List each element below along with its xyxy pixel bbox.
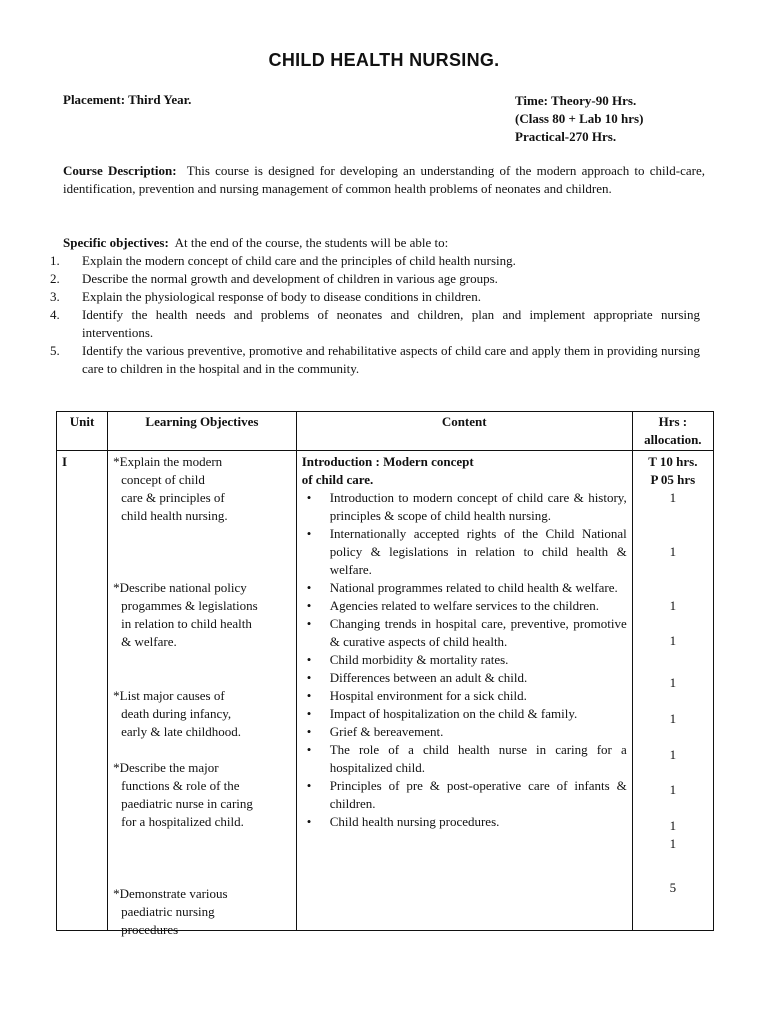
time-line: Practical-270 Hrs. (515, 129, 617, 144)
objective-text: Identify the various preventive, promotive and rehabilitative aspects of child care and apply them in providing nursing care to children in the hospital and in the community. (82, 343, 700, 376)
bullet-icon: • (306, 616, 312, 631)
course-description-label: Course Description: (63, 163, 177, 178)
objective-number: 3. (50, 289, 60, 304)
objective-text: Identify the health needs and problems of neonates and children, plan and implement appropriate nursing interventions. (82, 307, 700, 340)
table-row (57, 451, 714, 931)
objective-item (50, 306, 700, 342)
bullet-icon: • (306, 670, 312, 685)
hrs-value: 1 (669, 782, 677, 797)
header-hrs (632, 412, 713, 451)
content-item-text: The role of a child health nurse in caring for a hospitalized child. (329, 742, 627, 775)
hrs-value: 1 (669, 675, 677, 690)
content-item-text: Changing trends in hospital care, preventive, promotive & curative aspects of child health. (329, 616, 627, 649)
content-item-text: Child morbidity & mortality rates. (329, 652, 509, 667)
content-item (302, 777, 627, 813)
content-item-text: Introduction to modern concept of child care & history, principles & scope of child health nursing. (329, 490, 627, 523)
learning-objective-line: paediatric nursing (121, 904, 215, 919)
hrs-heading: P 05 hrs (650, 472, 696, 487)
objective-item (50, 342, 700, 378)
content-item (302, 723, 627, 741)
hrs-value: 1 (669, 490, 677, 505)
hrs-value: 1 (669, 818, 677, 833)
learning-objective (113, 687, 241, 741)
bullet-icon: • (306, 778, 312, 793)
content-item-text: Hospital environment for a sick child. (329, 688, 527, 703)
hrs-value: 1 (669, 598, 677, 613)
content-item (302, 525, 627, 579)
specific-objectives-label: Specific objectives: (63, 235, 169, 250)
learning-objective-line: *List major causes of (113, 688, 225, 703)
objective-number: 2. (50, 271, 60, 286)
bullet-icon: • (306, 526, 312, 541)
objective-item (50, 270, 700, 288)
learning-objective-line: *Explain the modern (113, 454, 223, 469)
hrs-value: 1 (669, 633, 677, 648)
header-learning-objectives: Learning Objectives (108, 412, 297, 451)
learning-objective-line: progammes & legislations (121, 598, 258, 613)
hrs-value: 1 (669, 711, 677, 726)
learning-objective-line: death during infancy, (121, 706, 232, 721)
content-item-text: Impact of hospitalization on the child & family. (329, 706, 578, 721)
content-item (302, 651, 627, 669)
content-item-text: National programmes related to child health & welfare. (329, 580, 618, 595)
time-line: Time: Theory-90 Hrs. (515, 93, 637, 108)
hrs-value: 1 (669, 747, 677, 762)
learning-objectives-cell (108, 451, 297, 937)
learning-objective-line: child health nursing. (121, 508, 228, 523)
hrs-cell (632, 451, 713, 931)
bullet-icon: • (306, 580, 312, 595)
course-description-text: This course is designed for developing an understanding of the modern approach to child-care, identification, prevention and nursing management of common health problems of neonates and children. (63, 163, 705, 196)
time-allocation (515, 92, 643, 146)
hrs-value: 5 (669, 880, 677, 895)
content-heading: Introduction : Modern concept (301, 454, 474, 469)
bullet-icon: • (306, 724, 312, 739)
learning-objective-line: concept of child (121, 472, 205, 487)
content-item-text: Child health nursing procedures. (329, 814, 500, 829)
unit-cell: I (57, 451, 108, 931)
objective-text: Explain the modern concept of child care and the principles of child health nursing. (82, 253, 516, 268)
header-unit: Unit (57, 412, 108, 451)
page-title: CHILD HEALTH NURSING. (268, 50, 500, 70)
learning-objective-line: for a hospitalized child. (121, 814, 244, 829)
learning-objective-line: in relation to child health (121, 616, 252, 631)
header-content: Content (296, 412, 632, 451)
content-item-text: Principles of pre & post-operative care of infants & children. (329, 778, 627, 811)
bullet-icon: • (306, 490, 312, 505)
content-item (302, 597, 627, 615)
objective-text: Explain the physiological response of body to disease conditions in children. (82, 289, 481, 304)
learning-objective-line: care & principles of (121, 490, 225, 505)
objective-text: Describe the normal growth and development of children in various age groups. (82, 271, 498, 286)
content-item (302, 669, 627, 687)
content-item (302, 687, 627, 705)
learning-objective (113, 759, 253, 831)
specific-objectives (50, 234, 700, 378)
learning-objective-line: *Describe the major (113, 760, 219, 775)
content-list (302, 489, 627, 831)
content-heading: of child care. (301, 472, 374, 487)
objective-number: 4. (50, 307, 60, 322)
course-description (63, 162, 705, 198)
objective-number: 1. (50, 253, 60, 268)
learning-objective (113, 453, 228, 525)
bullet-icon: • (306, 742, 312, 757)
hrs-value: 1 (669, 836, 677, 851)
content-item (302, 741, 627, 777)
hrs-value: 1 (669, 544, 677, 559)
specific-objectives-intro: At the end of the course, the students will be able to: (174, 235, 449, 250)
header-hrs-line: allocation. (644, 432, 702, 447)
bullet-icon: • (306, 706, 312, 721)
learning-objective (113, 885, 227, 939)
bullet-icon: • (306, 652, 312, 667)
learning-objective-line: early & late childhood. (121, 724, 241, 739)
learning-objective-line: & welfare. (121, 634, 177, 649)
learning-objective-line: *Demonstrate various (113, 886, 228, 901)
objective-item (50, 252, 700, 270)
objective-item (50, 288, 700, 306)
content-item (302, 615, 627, 651)
learning-objective-line: *Describe national policy (113, 580, 247, 595)
content-item-text: Agencies related to welfare services to the children. (329, 598, 599, 613)
bullet-icon: • (306, 688, 312, 703)
content-item-text: Grief & bereavement. (329, 724, 444, 739)
content-item (302, 489, 627, 525)
time-line: (Class 80 + Lab 10 hrs) (515, 111, 644, 126)
content-item-text: Internationally accepted rights of the Child National policy & legislations in relation to child health & welfare. (329, 526, 627, 577)
learning-objective-line: paediatric nurse in caring (121, 796, 253, 811)
header-hrs-line: Hrs : (658, 414, 688, 429)
content-cell (296, 451, 632, 931)
content-item-text: Differences between an adult & child. (329, 670, 528, 685)
content-item (302, 705, 627, 723)
placement: Placement: Third Year. (63, 92, 192, 107)
content-item (302, 579, 627, 597)
syllabus-table (56, 411, 714, 937)
content-item (302, 813, 627, 831)
learning-objective-line: functions & role of the (121, 778, 240, 793)
learning-objective (113, 579, 257, 651)
bullet-icon: • (306, 598, 312, 613)
bullet-icon: • (306, 814, 312, 829)
table-header-row (57, 412, 714, 451)
objective-number: 5. (50, 343, 60, 358)
hrs-heading: T 10 hrs. (648, 454, 698, 469)
learning-objective-line: procedures (121, 922, 179, 937)
